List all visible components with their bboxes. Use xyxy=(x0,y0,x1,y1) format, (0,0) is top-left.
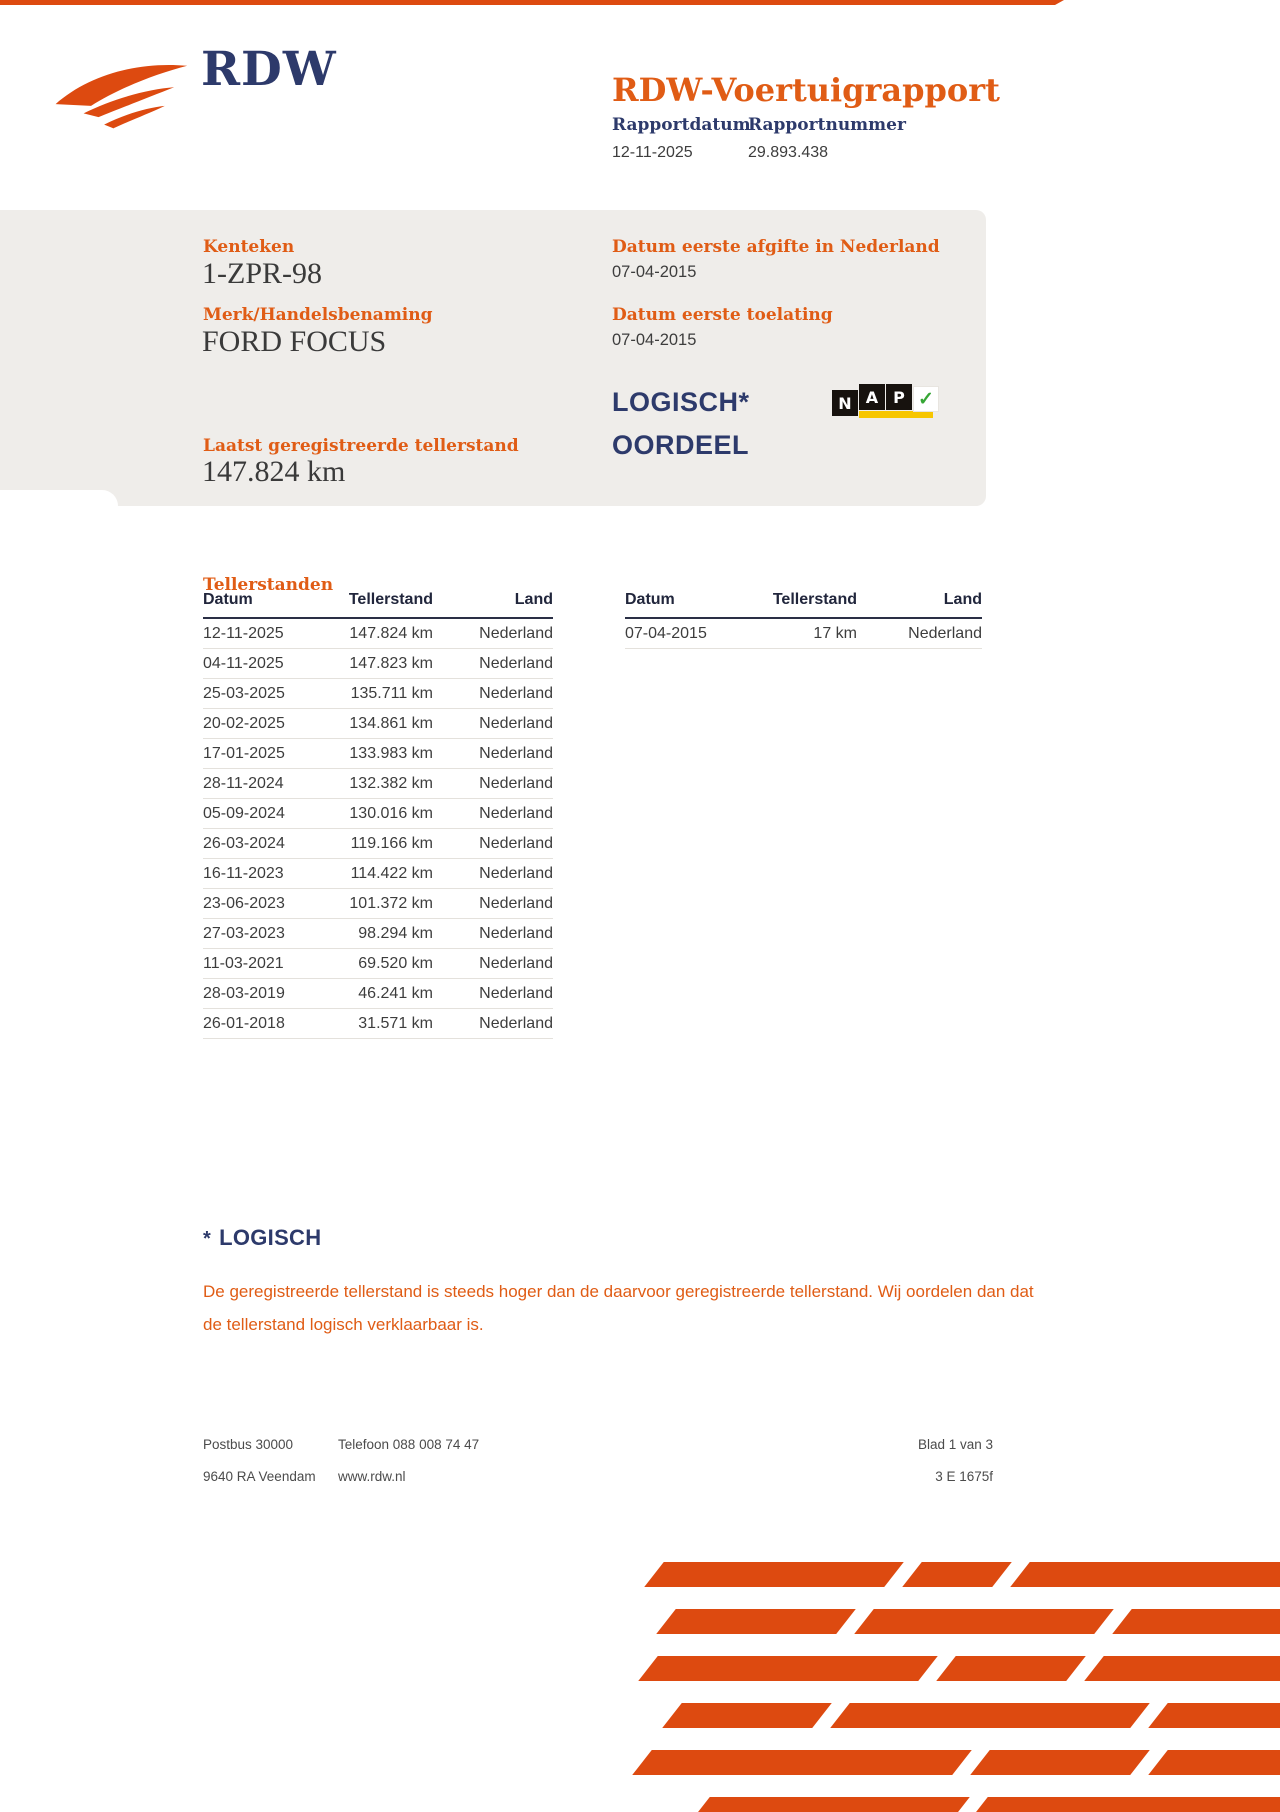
table-cell: 26-01-2018 xyxy=(203,1015,285,1032)
table-row xyxy=(625,619,982,649)
asterisk-marker: * xyxy=(203,1228,212,1250)
table-cell: 69.520 km xyxy=(358,955,433,972)
stripe-segment xyxy=(1010,1562,1280,1587)
footer-website: www.rdw.nl xyxy=(338,1469,406,1484)
eerste-toelating-value: 07-04-2015 xyxy=(612,331,697,349)
table-row xyxy=(203,889,553,919)
table-cell: Nederland xyxy=(479,835,553,852)
table-row xyxy=(203,709,553,739)
footer-address-line1: Postbus 30000 xyxy=(203,1437,294,1452)
logisch-explanation-title xyxy=(203,1225,321,1251)
nap-letter-a: A xyxy=(859,384,885,410)
table-cell: 28-11-2024 xyxy=(203,775,284,792)
footer-address-line2: 9640 RA Veendam xyxy=(203,1469,316,1484)
stripe-segment xyxy=(970,1750,1150,1775)
nap-yellow-bar xyxy=(859,411,933,418)
table-row xyxy=(203,979,553,1009)
stripe-segment xyxy=(656,1609,856,1634)
stripe-segment xyxy=(1084,1656,1280,1681)
table-cell: Nederland xyxy=(479,625,553,642)
table-cell: Nederland xyxy=(479,745,553,762)
nap-check-icon: ✓ xyxy=(913,386,939,412)
table-row xyxy=(203,769,553,799)
report-number-label: Rapportnummer xyxy=(748,115,906,135)
table-row xyxy=(203,829,553,859)
table-cell: 23-06-2023 xyxy=(203,895,285,912)
stripe-segment xyxy=(690,1797,970,1812)
table-body xyxy=(625,619,982,649)
top-accent-bar xyxy=(0,0,1064,5)
table-row xyxy=(203,859,553,889)
merk-label: Merk/Handelsbenaming xyxy=(203,305,433,325)
table-cell: Nederland xyxy=(908,625,982,642)
kenteken-value: 1-ZPR-98 xyxy=(202,257,322,290)
column-header-land: Land xyxy=(514,591,553,608)
table-cell: 20-02-2025 xyxy=(203,715,285,732)
stripe-segment xyxy=(632,1750,972,1775)
stripe-segment xyxy=(902,1562,1012,1587)
table-cell: Nederland xyxy=(479,925,553,942)
stripe-segment xyxy=(830,1703,1150,1728)
table-cell: 135.711 km xyxy=(350,685,433,702)
table-cell: Nederland xyxy=(479,775,553,792)
vehicle-summary-panel xyxy=(0,210,986,506)
logisch-explanation-text: De geregistreerde tellerstand is steeds hoger dan de daarvoor geregistreerde tellerstand. Wij oordelen dan dat de tellerstand logisch verklaarbaar is. xyxy=(203,1282,1034,1334)
stripe-segment xyxy=(644,1562,904,1587)
footer-phone: Telefoon 088 008 74 47 xyxy=(338,1437,480,1452)
report-number-block xyxy=(748,115,906,162)
eerste-afgifte-label: Datum eerste afgifte in Nederland xyxy=(612,237,940,257)
table-cell: Nederland xyxy=(479,655,553,672)
table-cell: 147.824 km xyxy=(349,625,433,642)
stripe-row xyxy=(642,1750,1280,1775)
rdw-logo-wordmark: RDW xyxy=(201,42,337,97)
report-number-value: 29.893.438 xyxy=(748,144,829,161)
stripe-row xyxy=(648,1656,1280,1681)
nap-letter-p: P xyxy=(886,384,912,410)
merk-value: FORD FOCUS xyxy=(202,325,387,358)
table-cell: 11-03-2021 xyxy=(203,955,284,972)
stripe-segment xyxy=(968,1797,1280,1812)
stripe-segment xyxy=(936,1656,1086,1681)
table-body xyxy=(203,619,553,1039)
table-cell: Nederland xyxy=(479,895,553,912)
table-row xyxy=(203,799,553,829)
table-cell: 98.294 km xyxy=(358,925,433,942)
table-row xyxy=(203,649,553,679)
table-row xyxy=(203,739,553,769)
table-cell: Nederland xyxy=(479,955,553,972)
nap-letter-n: N xyxy=(832,390,858,416)
table-cell: 17-01-2025 xyxy=(203,745,285,762)
stripe-segment xyxy=(638,1656,938,1681)
page-title: RDW-Voertuigrapport xyxy=(612,71,1000,110)
table-row xyxy=(203,949,553,979)
table-cell: 07-04-2015 xyxy=(625,625,707,642)
oordeel-verdict xyxy=(612,381,750,467)
table-cell: 114.422 km xyxy=(350,865,433,882)
report-date-block xyxy=(612,115,751,162)
rdw-wing-logo-icon xyxy=(50,52,190,144)
table-cell: 25-03-2025 xyxy=(203,685,285,702)
stripe-row xyxy=(700,1797,1280,1812)
footer-form-code: 3 E 1675f xyxy=(935,1469,993,1484)
column-header-tellerstand: Tellerstand xyxy=(348,591,433,608)
tellerstanden-section-title: Tellerstanden xyxy=(203,575,334,596)
table-cell: 132.382 km xyxy=(349,775,433,792)
table-row xyxy=(203,679,553,709)
table-cell: Nederland xyxy=(479,985,553,1002)
eerste-afgifte-value: 07-04-2015 xyxy=(612,263,697,281)
table-cell: 130.016 km xyxy=(349,805,433,822)
odometer-table-left xyxy=(203,591,553,1039)
table-row xyxy=(203,1009,553,1039)
stripe-segment xyxy=(854,1609,1114,1634)
stripe-segment xyxy=(1148,1750,1280,1775)
laatste-tellerstand-value: 147.824 km xyxy=(202,455,346,488)
stripe-segment xyxy=(662,1703,832,1728)
table-cell: 12-11-2025 xyxy=(203,625,284,642)
table-cell: Nederland xyxy=(479,805,553,822)
stripe-row xyxy=(666,1609,1280,1634)
table-cell: 26-03-2024 xyxy=(203,835,285,852)
stripe-row xyxy=(672,1703,1280,1728)
odometer-table-right xyxy=(625,591,982,649)
column-header-tellerstand: Tellerstand xyxy=(772,591,857,608)
panel-corner-notch xyxy=(0,490,118,506)
stripe-segment xyxy=(1148,1703,1280,1728)
table-cell: Nederland xyxy=(479,865,553,882)
table-cell: 147.823 km xyxy=(349,655,433,672)
table-header-row xyxy=(625,591,982,619)
eerste-toelating-label: Datum eerste toelating xyxy=(612,305,833,325)
laatste-tellerstand-label: Laatst geregistreerde tellerstand xyxy=(203,436,519,456)
table-cell: 04-11-2025 xyxy=(203,655,284,672)
oordeel-line2: OORDEEL xyxy=(612,430,750,460)
oordeel-line1: LOGISCH* xyxy=(612,387,750,417)
table-cell: 133.983 km xyxy=(349,745,433,762)
report-date-value: 12-11-2025 xyxy=(612,144,693,161)
table-row xyxy=(203,919,553,949)
table-cell: 17 km xyxy=(813,625,857,642)
table-cell: 134.861 km xyxy=(349,715,433,732)
stripe-row xyxy=(654,1562,1280,1587)
column-header-datum: Datum xyxy=(203,591,253,608)
table-header-row xyxy=(203,591,553,619)
table-cell: 101.372 km xyxy=(349,895,433,912)
table-cell: 119.166 km xyxy=(350,835,433,852)
table-cell: 27-03-2023 xyxy=(203,925,285,942)
nap-logo xyxy=(832,384,937,426)
table-cell: 31.571 km xyxy=(358,1015,433,1032)
table-cell: Nederland xyxy=(479,1015,553,1032)
table-row xyxy=(203,619,553,649)
table-cell: Nederland xyxy=(479,685,553,702)
column-header-datum: Datum xyxy=(625,591,675,608)
stripe-segment xyxy=(1112,1609,1280,1634)
table-cell: 05-09-2024 xyxy=(203,805,285,822)
column-header-land: Land xyxy=(943,591,982,608)
kenteken-label: Kenteken xyxy=(203,237,295,257)
report-date-label: Rapportdatum xyxy=(612,115,751,135)
table-cell: 16-11-2023 xyxy=(203,865,284,882)
table-cell: 46.241 km xyxy=(358,985,433,1002)
table-cell: 28-03-2019 xyxy=(203,985,285,1002)
table-cell: Nederland xyxy=(479,715,553,732)
footer-page-indicator: Blad 1 van 3 xyxy=(917,1437,993,1452)
logisch-title-text: LOGISCH xyxy=(219,1225,322,1250)
